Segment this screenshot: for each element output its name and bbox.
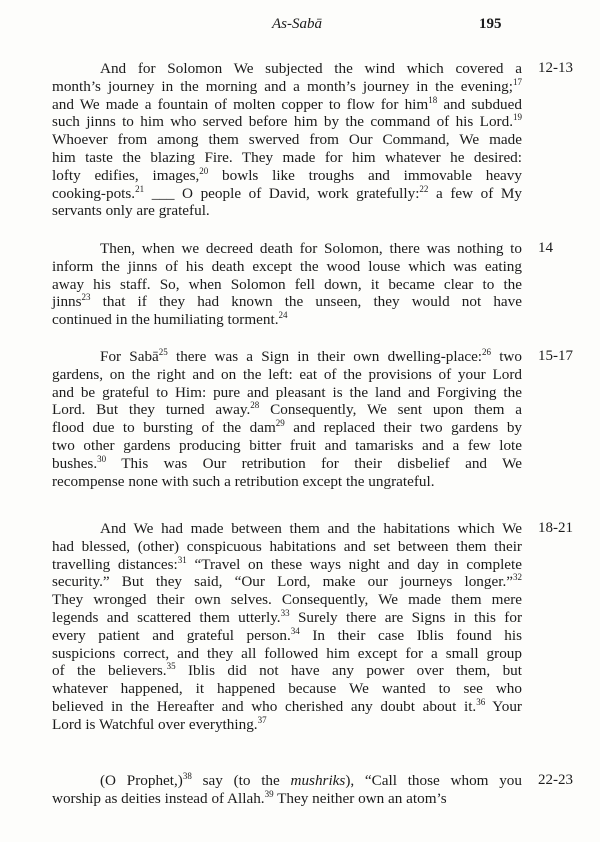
footnote-ref: 37: [257, 714, 267, 725]
paragraph-verses-18-21: And We had made between them and the habitations which We had blessed, (other) conspicuous habitations and set between them their travelling distances:$^{31}$ “Travel on these ways night and day in complete security.” But they said, “Our Lord, make our journeys longer.”$^{32}$ They wronged their own selves. Consequently, We made them mere legends and scattered them utterly.$^{33}$ Surely there are Signs in this for every patient and grateful person.$^{34}$ In their case Iblis found his suspicions correct, and they all followed him except for a small group of the believers.$^{35}$ Iblis did not have any power over them, but whatever happened, it happened because We wanted to see who believed in the Hereafter and who cherished any doubt about it.$^{36}$ Your Lord is Watchful over everything.$^{37}$: [52, 520, 523, 733]
footnote-ref: 33: [280, 607, 290, 618]
footnote-ref: 23: [81, 292, 91, 303]
verse-reference: 15-17: [538, 348, 573, 364]
footnote-ref: 26: [482, 346, 492, 357]
footnote-ref: 35: [166, 661, 176, 672]
footnote-ref: 38: [182, 770, 192, 781]
verse-reference: 18-21: [538, 520, 573, 536]
verse-reference: 14: [538, 240, 553, 256]
footnote-ref: 24: [278, 310, 288, 321]
footnote-ref: 19: [513, 112, 522, 123]
footnote-ref: 31: [177, 554, 187, 565]
footnote-ref: 17: [513, 76, 522, 87]
verse-reference: 12-13: [538, 60, 573, 76]
paragraph-verses-22-23: (O Prophet,)$^{38}$ say (to the mushriks), “Call those whom you worship as deities instead of Allah.$^{39}$ They neither own an atom’s: [52, 770, 522, 807]
footnote-ref: 34: [290, 625, 300, 636]
page-number: 195: [479, 16, 502, 32]
footnote-ref: 20: [199, 165, 209, 176]
paragraph-verses-15-17: For Sabā$^{25}$ there was a Sign in their own dwelling-place:$^{26}$ two gardens, on the right and on the left: eat of the provisions of your Lord and be grateful to Him: pure and pleasant is the land and Forgiving the Lord. But they turned away.$^{28}$ Consequently, We sent upon them a flood due to bursting of the dam$^{29}$ and replaced their two gardens by two other gardens producing bitter fruit and tamarisks and a few lote bushes.$^{30}$ This was Our retribution for their disbelief and We recompense none with such a retribution except the ungrateful.: [52, 346, 523, 490]
footnote-ref: 30: [97, 453, 107, 464]
footnote-ref: 39: [264, 788, 274, 799]
footnote-ref: 28: [250, 400, 260, 411]
footnote-ref: 22: [419, 183, 429, 194]
footnote-ref: 36: [476, 696, 486, 707]
running-title: As-Sabā: [272, 16, 322, 32]
page-header: [0, 16, 600, 42]
verse-reference: 22-23: [538, 772, 573, 788]
paragraph-verses-12-13: And for Solomon We subjected the wind which covered a month’s journey in the morning and a month’s journey in the evening;$^{17}$ and We made a fountain of molten copper to flow for him$^{18}$ and subdued such jinns to him who served before him by the command of his Lord.$^{19}$ Whoever from among them swerved from Our Command, We made him taste the blazing Fire. They made for him whatever he desired: lofty edifies, images,$^{20}$ bowls like troughs and immovable heavy cooking-pots.$^{21}$ ___ O people of David, work gratefully:$^{22}$ a few of My servants only are grateful.: [52, 60, 522, 220]
footnote-ref: 21: [135, 183, 145, 194]
footnote-ref: 32: [513, 572, 522, 583]
paragraph-verse-14: Then, when we decreed death for Solomon, there was nothing to inform the jinns of his death except the wood louse which was eating away his staff. So, when Solomon fell down, it became clear to the jinns$^{23}$ that if they had known the unseen, they would not have continued in the humiliating torment.$^{24}$: [52, 240, 522, 329]
footnote-ref: 25: [158, 346, 168, 357]
footnote-ref: 18: [428, 94, 438, 105]
footnote-ref: 29: [275, 418, 285, 429]
